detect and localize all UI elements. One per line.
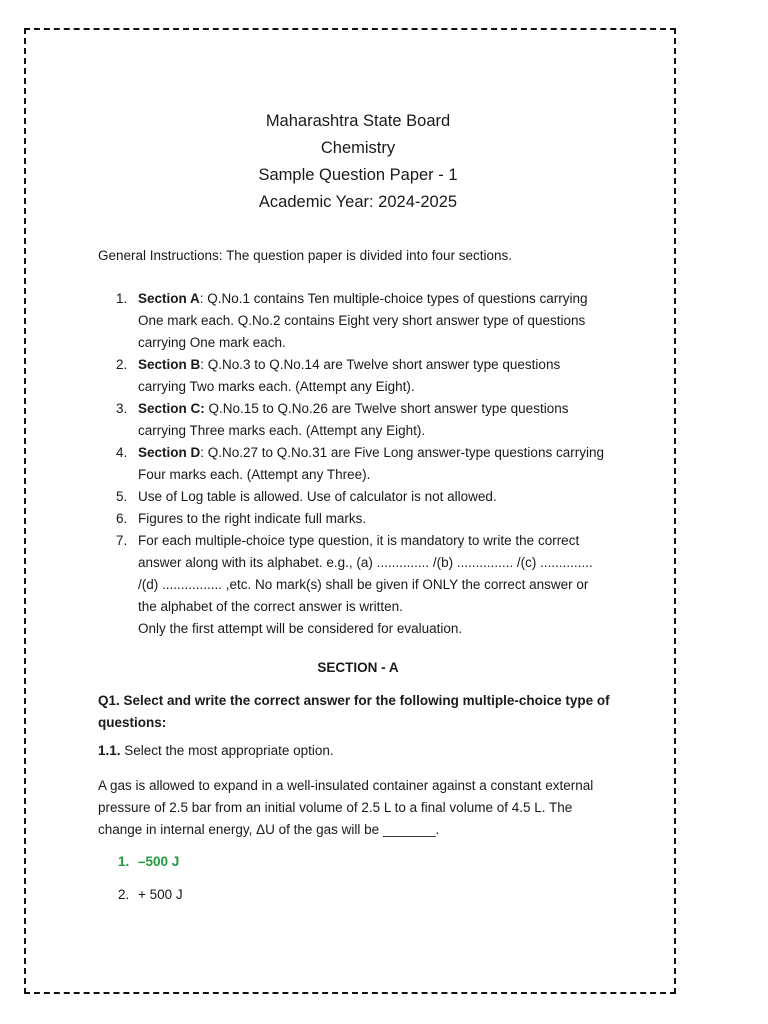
instruction-item: 7. For each multiple-choice type question, it is mandatory to write the correct answer along with its alphabet. e.g., (a) .............. /(b) ............... /(c) .............. /(d) ................ ,etc. No mark(s) shall be given if ONLY the correct answer or the alphabet of the correct answer is written. Only the first attempt will be considered for evaluation. [116, 533, 593, 636]
instruction-extra: Only the first attempt will be considered for evaluation. [138, 621, 463, 636]
instruction-item: 3. Section C: Q.No.15 to Q.No.26 are Twelve short answer type questions carrying Three marks each. (Attempt any Eight). [116, 401, 569, 438]
year-title: Academic Year: 2024-2025 [258, 193, 458, 211]
question-number: 1.1. [98, 743, 121, 758]
subject-title: Chemistry [320, 139, 396, 157]
option: 2. + 500 J [118, 887, 183, 902]
instruction-item: 2. Section B: Q.No.3 to Q.No.14 are Twelve short answer type questions carrying Two marks each. (Attempt any Eight). [116, 357, 561, 394]
instruction-text: : Q.No.3 to Q.No.14 are Twelve short answer type questions carrying Two marks each. (Attempt any Eight). [138, 357, 561, 394]
instruction-label: Section A [138, 291, 200, 306]
instruction-item: 5. Use of Log table is allowed. Use of calculator is not allowed. [116, 489, 497, 504]
paper-title: Sample Question Paper - 1 [258, 166, 458, 184]
instruction-text: Figures to the right indicate full marks. [138, 511, 367, 526]
question-instruction: Select the most appropriate option. [120, 743, 334, 758]
instruction-text: Q.No.15 to Q.No.26 are Twelve short answer type questions carrying Three marks each. (Attempt any Eight). [138, 401, 569, 438]
instruction-label: Section C: [138, 401, 205, 416]
instruction-item: 6. Figures to the right indicate full marks. [116, 511, 367, 526]
title-block [98, 108, 618, 216]
general-instructions: General Instructions: The question paper is divided into four sections. [98, 248, 512, 263]
instruction-label: Section D [138, 445, 201, 460]
section-a-heading: SECTION - A [317, 660, 399, 675]
option-text: –500 J [138, 854, 180, 869]
instruction-text: : Q.No.27 to Q.No.31 are Five Long answer-type questions carrying Four marks each. (Attempt any Three). [138, 445, 604, 482]
instruction-text: Use of Log table is allowed. Use of calculator is not allowed. [138, 489, 497, 504]
question-1-1 [98, 742, 618, 760]
instruction-label: Section B [138, 357, 201, 372]
answer-options [98, 853, 618, 904]
instruction-list [98, 288, 618, 640]
question-text: A gas is allowed to expand in a well-insulated container against a constant external pressure of 2.5 bar from an initial volume of 2.5 L to a final volume of 4.5 L. The change in internal energy, ΔU of the gas will be _______. [98, 778, 594, 837]
instruction-item: 4. Section D: Q.No.27 to Q.No.31 are Five Long answer-type questions carrying Four marks each. (Attempt any Three). [116, 445, 604, 482]
board-title: Maharashtra State Board [265, 112, 451, 130]
instruction-text: For each multiple-choice type question, it is mandatory to write the correct answer along with its alphabet. e.g., (a) .............. /(b) ............... /(c) .............. /(d) ................ ,etc. No mark(s) shall be given if ONLY the correct answer or the alphabet of the correct answer is written. [138, 533, 593, 614]
option-correct: 1. –500 J [118, 854, 180, 869]
instruction-text: : Q.No.1 contains Ten multiple-choice types of questions carrying One mark each. Q.No.2 contains Eight very short answer type of questions carrying One mark each. [138, 291, 588, 350]
question-1-heading: Q1. Select and write the correct answer for the following multiple-choice type of questions: [98, 693, 610, 730]
option-text: + 500 J [138, 887, 183, 902]
instruction-item: 1. Section A: Q.No.1 contains Ten multiple-choice types of questions carrying One mark each. Q.No.2 contains Eight very short answer type of questions carrying One mark each. [116, 291, 588, 350]
document-content [98, 108, 618, 919]
